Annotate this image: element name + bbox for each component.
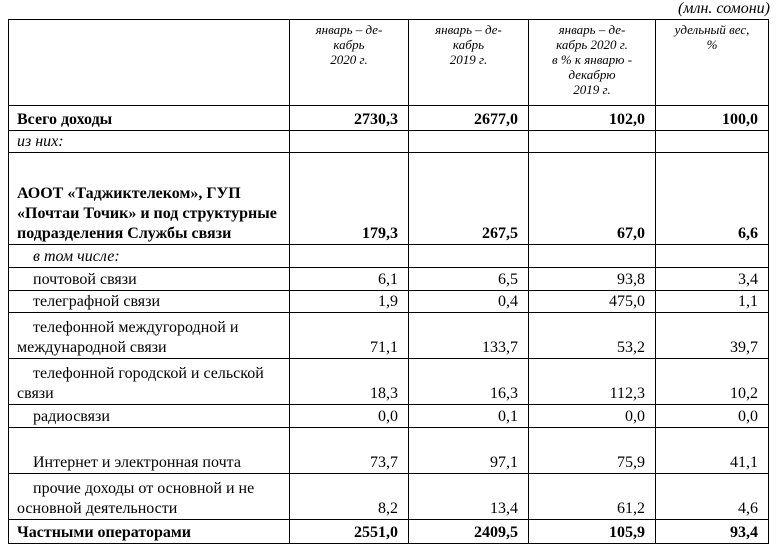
cell-value: 133,7: [409, 313, 529, 359]
cell-value: 39,7: [656, 313, 769, 359]
column-header: [529, 20, 656, 106]
cell-value: 53,2: [529, 313, 656, 359]
cell-value: 18,3: [290, 359, 409, 405]
cell-value: 6,1: [290, 268, 409, 291]
row-label: [9, 359, 290, 405]
cell-value: 71,1: [290, 313, 409, 359]
cell-value: 0,0: [529, 405, 656, 428]
cell-value: 13,4: [409, 474, 529, 520]
row-label: Всего доходы: [9, 106, 290, 131]
cell-value: 475,0: [529, 291, 656, 313]
table-row-subheading: [9, 131, 769, 153]
row-label: почтовой связи: [9, 268, 290, 291]
header-empty-cell: [9, 20, 290, 106]
table-row-total: [9, 520, 769, 544]
cell-value: 16,3: [409, 359, 529, 405]
cell-value: 267,5: [409, 153, 529, 245]
row-label: Частными операторами: [9, 520, 290, 544]
row-label-text: прочие доходы от основной и не основной деятельности: [17, 480, 255, 517]
cell-value: 73,7: [290, 428, 409, 474]
row-label: [9, 474, 290, 520]
table-row: [9, 291, 769, 313]
cell-value: 97,1: [409, 428, 529, 474]
cell-value: 2677,0: [409, 106, 529, 131]
row-label: [9, 428, 290, 474]
column-header: [290, 20, 409, 106]
cell-value: 75,9: [529, 428, 656, 474]
table-row: [9, 268, 769, 291]
cell-value: 6,5: [409, 268, 529, 291]
cell-value: 179,3: [290, 153, 409, 245]
row-label-text: телефонной городской и сельской связи: [17, 365, 264, 402]
column-header-text: январь – де- кабрь 2020 г.: [315, 22, 383, 67]
row-label-text: телефонной междугородной и международной связи: [17, 319, 239, 356]
cell-value: 93,4: [656, 520, 769, 544]
cell-value: 41,1: [656, 428, 769, 474]
table-row: [9, 313, 769, 359]
cell-value: 2551,0: [290, 520, 409, 544]
row-label-text: Интернет и электронная почта: [33, 454, 241, 471]
cell-value: 4,6: [656, 474, 769, 520]
cell-value: 105,9: [529, 520, 656, 544]
cell-value: 1,1: [656, 291, 769, 313]
cell-value: 0,1: [409, 405, 529, 428]
revenue-table: [8, 19, 769, 544]
cell-value: 67,0: [529, 153, 656, 245]
cell-value: 102,0: [529, 106, 656, 131]
table-row: [9, 359, 769, 405]
row-label: АООТ «Таджиктелеком», ГУП «Почтаи Точик» и под структурные подразделения Службы связи: [9, 153, 290, 245]
header-row: [9, 20, 769, 106]
table-row: [9, 474, 769, 520]
column-header: [656, 20, 769, 106]
cell-value: 61,2: [529, 474, 656, 520]
cell-value: 10,2: [656, 359, 769, 405]
cell-value: 0,0: [290, 405, 409, 428]
cell-value: 93,8: [529, 268, 656, 291]
cell-value: 0,0: [656, 405, 769, 428]
table-row-subheading: [9, 245, 769, 268]
table-row: [9, 405, 769, 428]
row-label: в том числе:: [9, 245, 290, 268]
row-label: радиосвязи: [9, 405, 290, 428]
table-row-total: [9, 106, 769, 131]
unit-note: (млн. сомони): [677, 0, 770, 17]
cell-value: 8,2: [290, 474, 409, 520]
cell-value: 6,6: [656, 153, 769, 245]
cell-value: 112,3: [529, 359, 656, 405]
row-label: [9, 313, 290, 359]
row-label: из них:: [9, 131, 290, 153]
cell-value: 2409,5: [409, 520, 529, 544]
column-header-text: январь – де- кабрь 2019 г.: [435, 22, 502, 67]
column-header: [409, 20, 529, 106]
column-header-text: январь – де- кабрь 2020 г. в % к январю - декабрю 2019 г.: [551, 22, 633, 97]
cell-value: 2730,3: [290, 106, 409, 131]
cell-value: 100,0: [656, 106, 769, 131]
table-row-group: [9, 153, 769, 245]
row-label: телеграфной связи: [9, 291, 290, 313]
cell-value: 3,4: [656, 268, 769, 291]
cell-value: 1,9: [290, 291, 409, 313]
table-row: [9, 428, 769, 474]
cell-value: 0,4: [409, 291, 529, 313]
column-header-text: удельный вес, %: [674, 22, 750, 52]
